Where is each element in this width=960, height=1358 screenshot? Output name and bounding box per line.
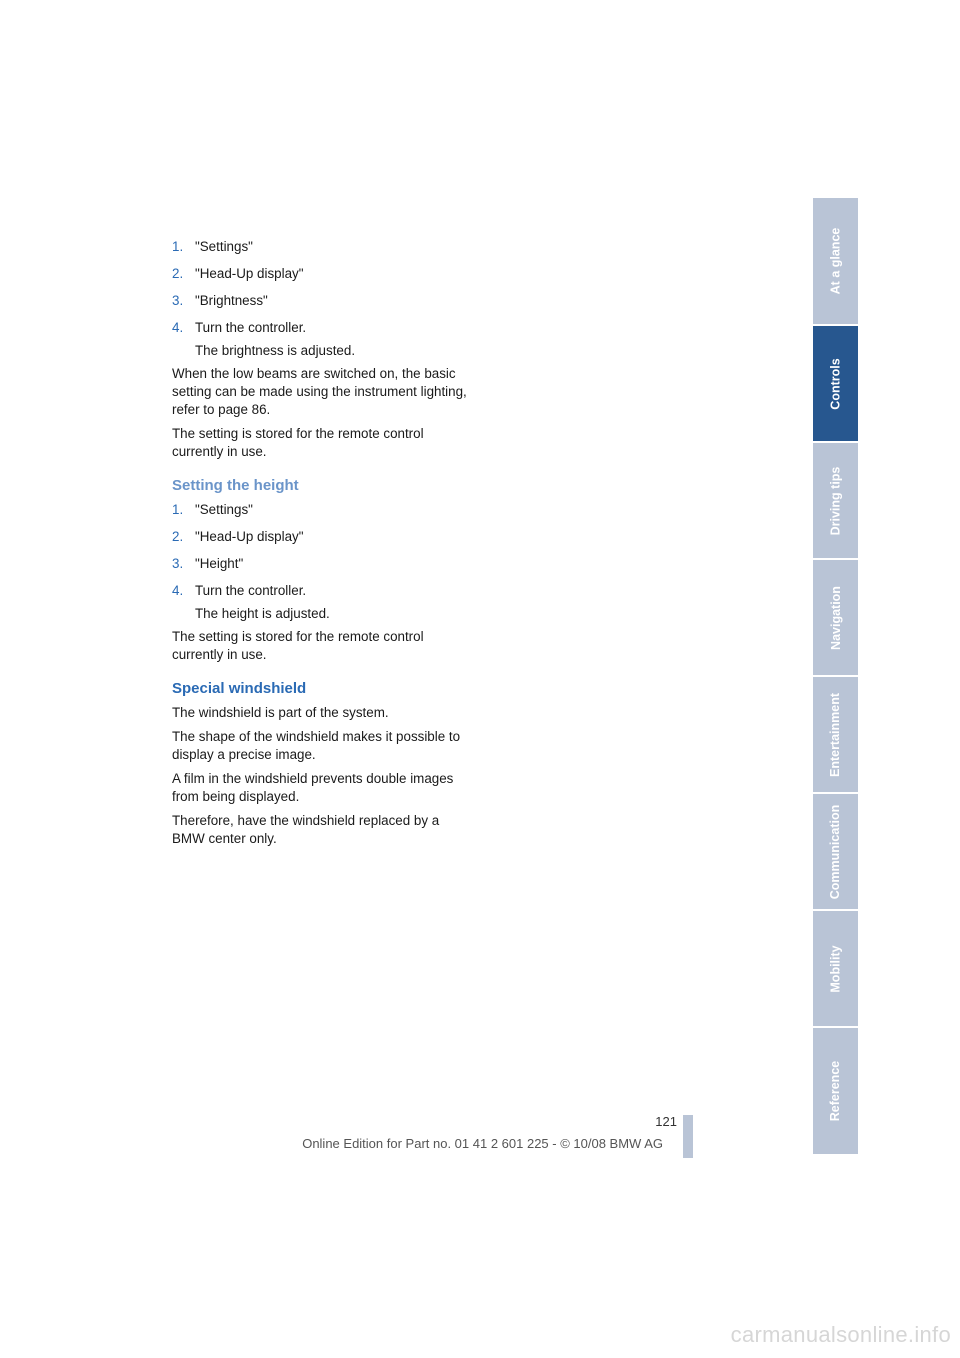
tab-navigation[interactable] xyxy=(813,560,858,675)
tab-label: Reference xyxy=(828,1060,843,1122)
paragraph: The shape of the windshield makes it possible to display a precise image. xyxy=(172,729,461,762)
tab-driving-tips[interactable] xyxy=(813,443,858,558)
step-result: The height is adjusted. xyxy=(195,606,330,621)
paragraph: The setting is stored for the remote control currently in use. xyxy=(172,629,424,662)
tab-communication[interactable] xyxy=(813,794,858,909)
footer-text: Online Edition for Part no. 01 41 2 601 225 - © 10/08 BMW AG xyxy=(302,1136,663,1151)
page-marker-bar xyxy=(683,1115,693,1158)
tab-label: Entertainment xyxy=(828,692,843,777)
step-text: "Head-Up display" xyxy=(195,529,304,544)
step-number: 3. xyxy=(172,556,184,571)
paragraph: Therefore, have the windshield replaced by a BMW center only. xyxy=(172,813,440,846)
chapter-sidebar xyxy=(813,198,858,1156)
tab-at-a-glance[interactable] xyxy=(813,198,858,324)
step-1 xyxy=(172,238,472,256)
step-text: "Settings" xyxy=(195,502,253,517)
tab-label: Communication xyxy=(828,804,843,899)
step-4 xyxy=(172,319,472,337)
step-number: 4. xyxy=(172,320,184,335)
step-text: Turn the controller. xyxy=(195,320,307,335)
step-number: 3. xyxy=(172,293,184,308)
step-4 xyxy=(172,582,472,600)
step-text: "Height" xyxy=(195,556,244,571)
step-3 xyxy=(172,292,472,310)
step-text: "Head-Up display" xyxy=(195,266,304,281)
paragraph: When the low beams are switched on, the basic setting can be made using the instrument lighting, refer to page 86. xyxy=(172,366,467,417)
watermark: carmanualsonline.info xyxy=(730,1322,951,1347)
step-1 xyxy=(172,501,472,519)
step-text: "Settings" xyxy=(195,239,253,254)
section-heading: Setting the height xyxy=(172,477,299,494)
tab-label: Navigation xyxy=(828,585,843,650)
page-number: 121 xyxy=(655,1114,677,1129)
step-2 xyxy=(172,528,472,546)
paragraph: The setting is stored for the remote control currently in use. xyxy=(172,426,424,459)
step-3 xyxy=(172,555,472,573)
step-text: Turn the controller. xyxy=(195,583,307,598)
step-number: 1. xyxy=(172,502,184,517)
step-number: 4. xyxy=(172,583,184,598)
step-number: 1. xyxy=(172,239,184,254)
tab-mobility[interactable] xyxy=(813,911,858,1026)
main-content xyxy=(172,238,472,854)
tab-reference[interactable] xyxy=(813,1028,858,1154)
paragraph: The windshield is part of the system. xyxy=(172,705,389,720)
paragraph: A film in the windshield prevents double images from being displayed. xyxy=(172,771,454,804)
step-result: The brightness is adjusted. xyxy=(195,343,356,358)
section-heading: Special windshield xyxy=(172,680,307,697)
tab-label: Driving tips xyxy=(828,466,843,535)
step-text: "Brightness" xyxy=(195,293,268,308)
tab-entertainment[interactable] xyxy=(813,677,858,792)
step-number: 2. xyxy=(172,529,184,544)
step-2 xyxy=(172,265,472,283)
tab-controls[interactable] xyxy=(813,326,858,441)
tab-label: Mobility xyxy=(828,944,843,993)
tab-label: At a glance xyxy=(828,227,843,295)
tab-label: Controls xyxy=(828,357,843,410)
step-number: 2. xyxy=(172,266,184,281)
